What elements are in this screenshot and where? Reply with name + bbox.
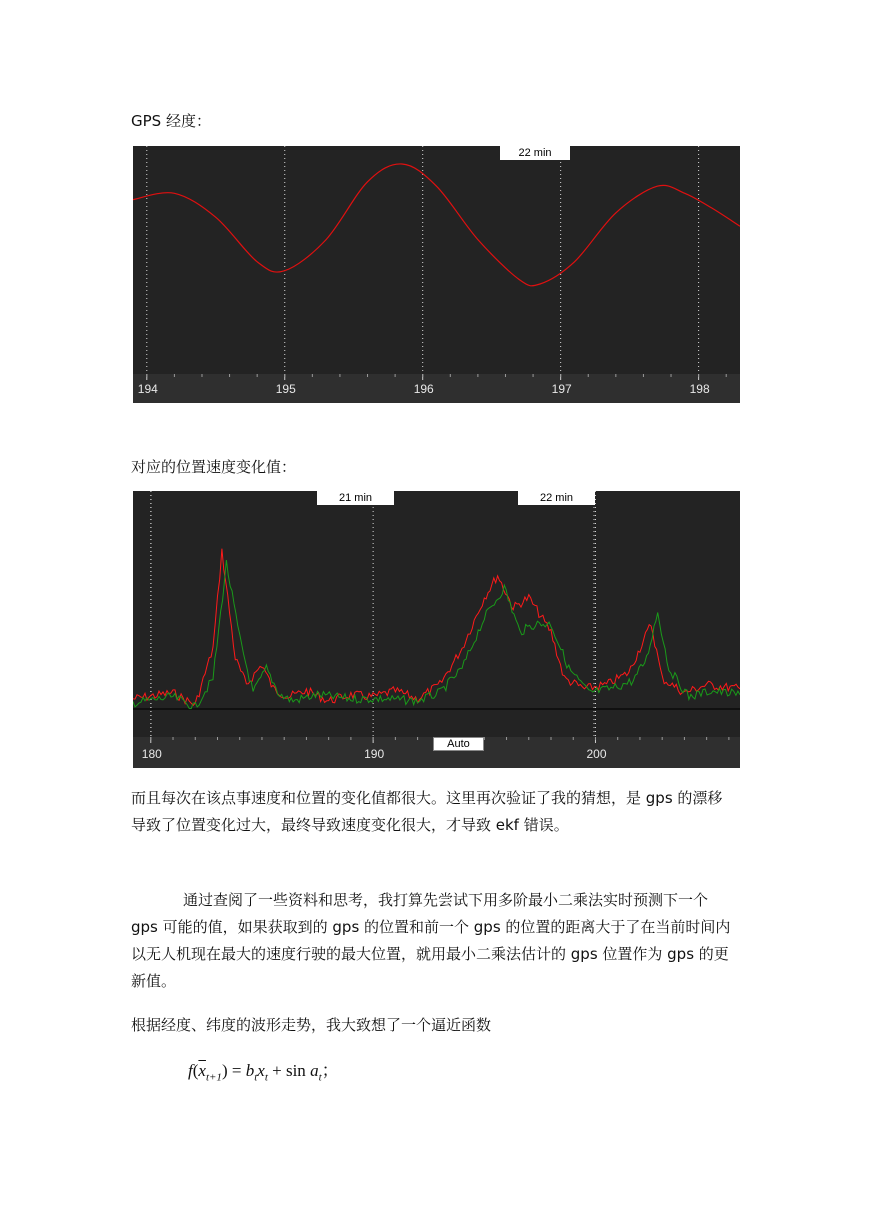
- formula-x-bar: $\overline{x}$: [198, 1061, 206, 1080]
- time-marker-label-21: 21 min: [317, 491, 394, 505]
- auto-scale-button[interactable]: Auto: [433, 737, 484, 751]
- data-series-line-1: [133, 164, 740, 286]
- x-axis-band: [133, 374, 740, 403]
- formula-equals: =: [231, 1061, 246, 1080]
- x-tick-label: 190: [364, 747, 385, 761]
- formula-f: f: [188, 1061, 193, 1080]
- x-tick-label: 197: [551, 382, 572, 396]
- paragraph-plan: 通过查阅了一些资料和思考，我打算先尝试下用多阶最小二乘法实时预测下一个 gps 可能的值，如果获取到的 gps 的位置和前一个 gps 的位置的距离大于了在当前时间内以无人机现在最大的速度行驶的最大位置，就用最小二乘法估计的 gps 位置作为 gps 的更新值。: [131, 891, 731, 990]
- section-heading-gps-longitude: GPS 经度：: [131, 112, 211, 130]
- paragraph-observation: 而且每次在该点事速度和位置的变化值都很大。这里再次验证了我的猜想，是 gps 的漂移导致了位置变化过大，最终导致速度变化很大，才导致 ekf 错误。: [131, 789, 723, 834]
- data-series-line-2: [133, 560, 740, 709]
- x-tick-label: 200: [586, 747, 607, 761]
- x-tick-label: 195: [275, 382, 296, 396]
- gps-longitude-plot: [133, 146, 740, 403]
- position-velocity-chart: [133, 491, 740, 768]
- x-tick-label: 180: [141, 747, 162, 761]
- formula-b: b: [245, 1061, 255, 1080]
- time-marker-label: 22 min: [500, 146, 570, 160]
- gps-longitude-chart: [133, 146, 740, 403]
- time-marker-label-22: 22 min: [518, 491, 595, 505]
- paragraph-approximation: 根据经度、纬度的波形走势，我大致想了一个逼近函数: [131, 1016, 492, 1034]
- formula-x: x: [257, 1061, 265, 1080]
- formula-sub-t1: t+1: [205, 1071, 222, 1084]
- data-series-line-1: [133, 549, 740, 706]
- approximation-formula: $f(\overline{x}_{t+1}) = b_tx_t + \sin a_t$；: [188, 1061, 339, 1084]
- formula-end: ；: [321, 1061, 339, 1081]
- formula-sub-xt: t: [264, 1071, 268, 1084]
- x-tick-label: 196: [413, 382, 434, 396]
- formula-a: a: [310, 1061, 319, 1080]
- position-velocity-plot: [133, 491, 740, 768]
- formula-plus-sin: + sin: [267, 1061, 311, 1080]
- formula-sub-at: t: [318, 1071, 322, 1084]
- formula-sub-bt: t: [254, 1071, 258, 1084]
- x-tick-label: 198: [689, 382, 710, 396]
- section-heading-position-velocity: 对应的位置速度变化值：: [131, 458, 297, 476]
- x-tick-label: 194: [137, 382, 158, 396]
